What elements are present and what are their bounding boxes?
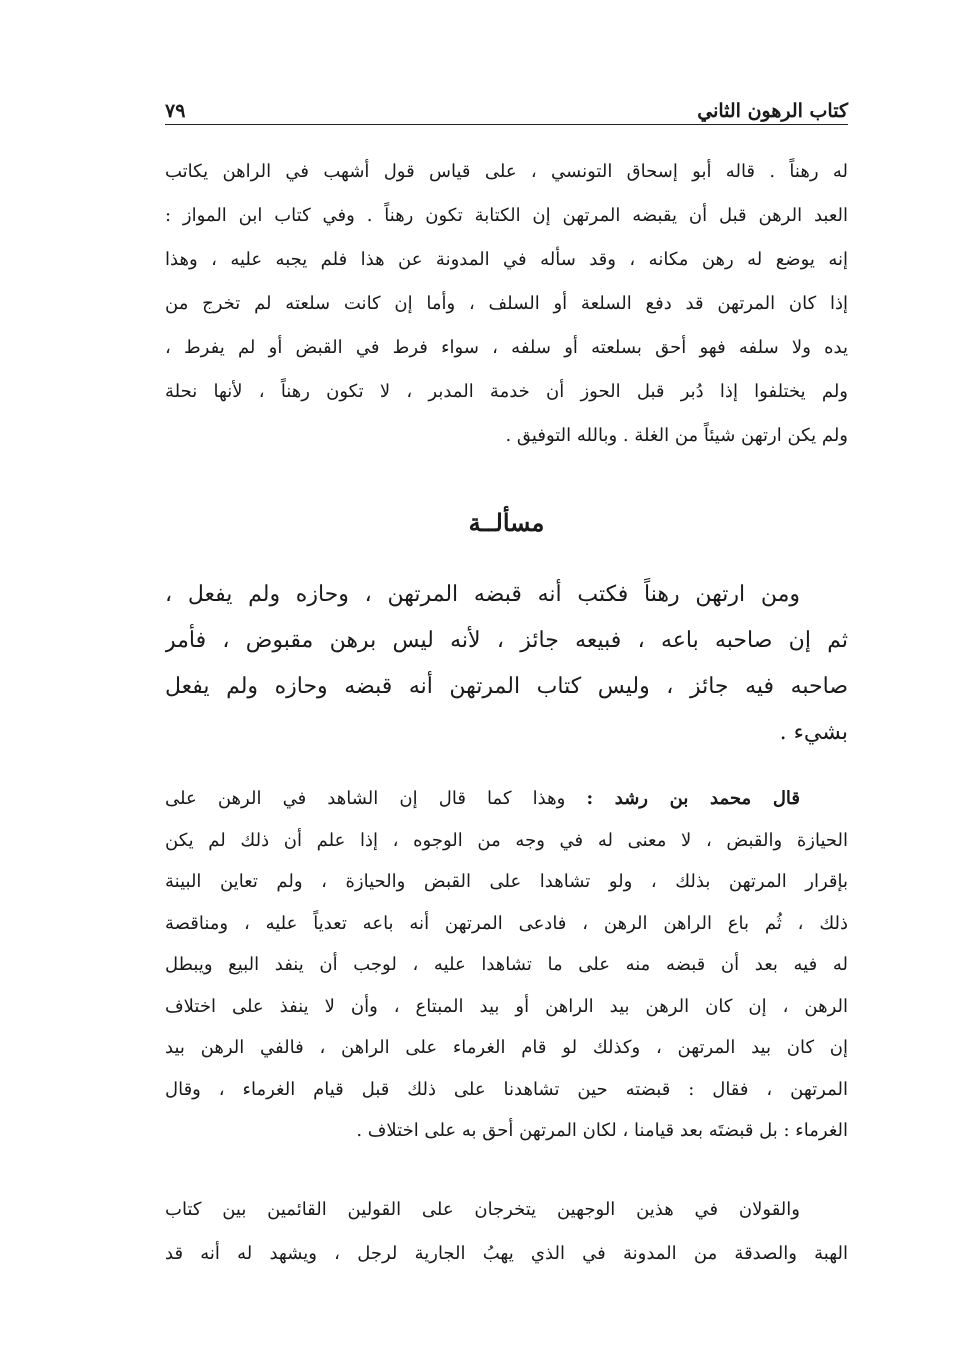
text-line: بشيء . — [779, 720, 848, 745]
text-line: إذا كان المرتهن قد دفع السلعة أو السلف ، وأما إن كانت سلعته لم تخرج من — [165, 293, 848, 314]
header-divider — [165, 124, 848, 125]
text-line: له فيه بعد أن قبضه منه على ما تشاهدا عليه ، لوجب أن ينفد البيع ويبطل — [165, 954, 848, 975]
speaker-name: قال محمد بن رشد : — [586, 788, 801, 809]
text-line: ثم إن صاحبه باعه ، فبيعه جائز ، لأنه ليس برهن مقبوض ، فأمر — [165, 628, 848, 653]
page-header — [165, 88, 848, 122]
running-title: كتاب الرهون الثاني — [697, 100, 848, 122]
text-line: ذلك ، ثُم باع الراهن الرهن ، فادعى المرتهن أنه باعه تعدياً عليه ، ومناقصة — [165, 912, 848, 934]
issue-paragraph — [165, 572, 848, 756]
text-line: يده ولا سلفه فهو أحق بسلعته أو سلفه ، سواء فرط في القبض أو لم يفرط ، — [165, 337, 848, 358]
text-line: إن كان بيد المرتهن ، وكذلك لو قام الغرماء على الراهن ، فالفي الرهن بيد — [165, 1037, 848, 1058]
text-line: الرهن ، إن كان الرهن بيد الراهن أو بيد المبتاع ، وأن لا ينفذ على اختلاف — [165, 995, 848, 1017]
text-line: صاحبه فيه جائز ، وليس كتاب المرتهن أنه قبضه وحازه ولم يفعل — [165, 674, 848, 699]
text-line: إنه يوضع له رهن مكانه ، وقد سأله في المدونة عن هذا فلم يجبه عليه ، وهذا — [165, 249, 848, 270]
paragraph-continuation — [165, 150, 848, 458]
text-line: له رهناً . قاله أبو إسحاق التونسي ، على قياس قول أشهب في الراهن يكاتب — [165, 161, 848, 182]
text-line: الهبة والصدقة من المدونة في الذي يهبُ الجارية لرجل ، ويشهد له أنه قد — [165, 1243, 848, 1264]
commentary-opening: وهذا كما قال إن الشاهد في الرهن على — [165, 788, 566, 809]
text-line: بإقرار المرتهن بذلك ، ولو تشاهدا على القبض والحيازة ، ولم تعاين البينة — [165, 871, 848, 892]
text-line: الغرماء : بل قبضتَه بعد قيامنا ، لكان المرتهن أحق به على اختلاف . — [356, 1120, 848, 1141]
text-line: ولم يختلفوا إذا دُبر قبل الحوز أن خدمة المدبر ، لا تكون رهناً ، لأنها نحلة — [165, 381, 848, 402]
text-line: ومن ارتهن رهناً فكتب أنه قبضه المرتهن ، وحازه ولم يفعل ، — [165, 582, 800, 607]
commentary-paragraph — [165, 778, 848, 1152]
text-line: ولم يكن ارتهن شيئاً من الغلة . وبالله التوفيق . — [505, 425, 848, 446]
text-line: العبد الرهن قبل أن يقبضه المرتهن إن الكتابة تكون رهناً . وفي كتاب ابن المواز : — [165, 205, 848, 226]
text-line: الحيازة والقبض ، لا معنى له في وجه من الوجوه ، إذا علم أن ذلك لم يكن — [165, 829, 848, 851]
text-line: المرتهن ، فقال : قبضته حين تشاهدنا على ذلك قبل قيام الغرماء ، وقال — [165, 1078, 848, 1100]
text-line — [165, 778, 848, 820]
section-heading: مسألــة — [468, 508, 545, 537]
final-paragraph — [165, 1188, 848, 1276]
text-line: والقولان في هذين الوجهين يتخرجان على القولين القائمين بين كتاب — [165, 1199, 800, 1220]
page-number: ٧٩ — [165, 100, 186, 122]
